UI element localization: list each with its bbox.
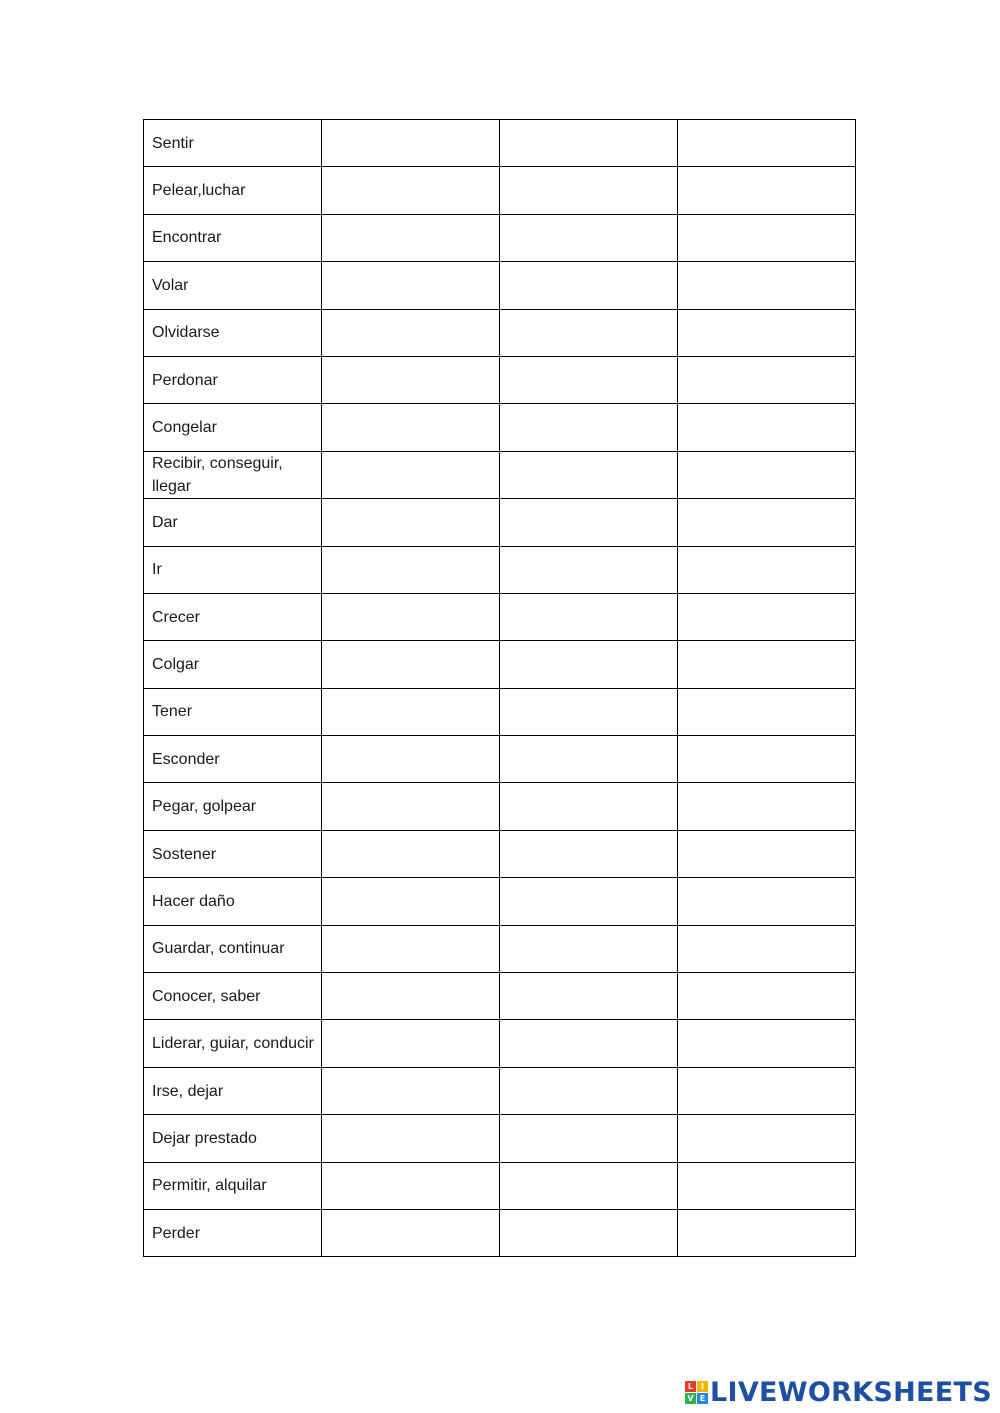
answer-input[interactable] [500, 594, 677, 640]
answer-cell [500, 1020, 678, 1067]
answer-cell [500, 878, 678, 925]
answer-input[interactable] [322, 1210, 499, 1256]
answer-cell [500, 593, 678, 640]
answer-cell [678, 973, 856, 1020]
answer-cell [500, 1067, 678, 1114]
answer-input[interactable] [322, 641, 499, 687]
answer-input[interactable] [678, 1068, 855, 1114]
table-row [144, 878, 856, 925]
answer-cell [678, 593, 856, 640]
answer-cell [322, 1020, 500, 1067]
answer-cell [322, 736, 500, 783]
answer-cell [500, 688, 678, 735]
answer-input[interactable] [500, 783, 677, 829]
answer-input[interactable] [500, 1115, 677, 1161]
answer-cell [678, 641, 856, 688]
answer-input[interactable] [500, 926, 677, 972]
answer-input[interactable] [322, 926, 499, 972]
answer-cell [322, 1162, 500, 1209]
answer-cell [678, 262, 856, 309]
answer-input[interactable] [322, 689, 499, 735]
answer-input[interactable] [500, 310, 677, 356]
verb-label: Ir [144, 546, 322, 593]
answer-input[interactable] [500, 878, 677, 924]
answer-cell [500, 973, 678, 1020]
verb-label: Dejar prestado [144, 1115, 322, 1162]
answer-input[interactable] [678, 1115, 855, 1161]
answer-cell [322, 167, 500, 214]
answer-cell [678, 878, 856, 925]
answer-cell [322, 404, 500, 451]
table-row [144, 1020, 856, 1067]
answer-input[interactable] [322, 404, 499, 450]
answer-input[interactable] [500, 262, 677, 308]
answer-input[interactable] [500, 736, 677, 782]
answer-input[interactable] [678, 878, 855, 924]
answer-input[interactable] [322, 783, 499, 829]
answer-input[interactable] [678, 262, 855, 308]
verb-label: Pelear,luchar [144, 167, 322, 214]
answer-cell [678, 830, 856, 877]
answer-input[interactable] [500, 120, 677, 166]
worksheet-body [144, 120, 856, 1257]
verb-label: Sentir [144, 120, 322, 167]
answer-cell [500, 830, 678, 877]
answer-cell [322, 688, 500, 735]
answer-cell [678, 783, 856, 830]
table-row [144, 783, 856, 830]
table-row [144, 1067, 856, 1114]
table-row [144, 262, 856, 309]
verb-label: Sostener [144, 830, 322, 877]
verb-label: Guardar, continuar [144, 925, 322, 972]
answer-input[interactable] [500, 499, 677, 545]
verb-label: Liderar, guiar, conducir [144, 1020, 322, 1067]
answer-input[interactable] [500, 1163, 677, 1209]
answer-input[interactable] [322, 1163, 499, 1209]
answer-cell [500, 262, 678, 309]
answer-cell [678, 167, 856, 214]
answer-input[interactable] [322, 357, 499, 403]
answer-cell [678, 404, 856, 451]
answer-cell [322, 973, 500, 1020]
answer-input[interactable] [500, 452, 677, 498]
answer-input[interactable] [322, 310, 499, 356]
table-row [144, 641, 856, 688]
answer-input[interactable] [678, 1210, 855, 1256]
answer-input[interactable] [678, 452, 855, 498]
answer-cell [322, 641, 500, 688]
verb-label: Dar [144, 499, 322, 546]
answer-input[interactable] [322, 1115, 499, 1161]
table-row [144, 167, 856, 214]
answer-cell [500, 736, 678, 783]
answer-input[interactable] [500, 1210, 677, 1256]
answer-input[interactable] [500, 831, 677, 877]
answer-cell [500, 925, 678, 972]
answer-input[interactable] [322, 1068, 499, 1114]
answer-cell [500, 499, 678, 546]
answer-input[interactable] [500, 973, 677, 1019]
verb-label: Encontrar [144, 214, 322, 261]
answer-input[interactable] [678, 926, 855, 972]
answer-input[interactable] [678, 973, 855, 1019]
answer-cell [678, 120, 856, 167]
table-row [144, 546, 856, 593]
answer-input[interactable] [678, 689, 855, 735]
verb-worksheet-table [143, 119, 856, 1257]
answer-cell [500, 783, 678, 830]
answer-input[interactable] [500, 357, 677, 403]
answer-input[interactable] [322, 1020, 499, 1066]
logo-block: V [685, 1393, 696, 1404]
answer-input[interactable] [322, 878, 499, 924]
verb-label: Tener [144, 688, 322, 735]
answer-cell [678, 736, 856, 783]
answer-cell [500, 356, 678, 403]
answer-cell [500, 309, 678, 356]
answer-cell [678, 1162, 856, 1209]
answer-cell [678, 1209, 856, 1256]
answer-cell [500, 1209, 678, 1256]
answer-input[interactable] [322, 215, 499, 261]
answer-input[interactable] [500, 1020, 677, 1066]
table-row [144, 1162, 856, 1209]
answer-input[interactable] [678, 120, 855, 166]
answer-cell [678, 309, 856, 356]
verb-label: Crecer [144, 593, 322, 640]
answer-input[interactable] [678, 167, 855, 213]
answer-input[interactable] [322, 452, 499, 498]
answer-cell [500, 214, 678, 261]
answer-cell [678, 546, 856, 593]
answer-cell [322, 451, 500, 498]
answer-cell [500, 641, 678, 688]
answer-input[interactable] [322, 594, 499, 640]
answer-input[interactable] [678, 736, 855, 782]
answer-cell [322, 499, 500, 546]
brand-text: LIVEWORKSHEETS [709, 1376, 992, 1408]
answer-cell [678, 925, 856, 972]
answer-cell [322, 830, 500, 877]
table-row [144, 356, 856, 403]
liveworksheets-brand [685, 1375, 992, 1409]
table-row [144, 688, 856, 735]
answer-cell [678, 214, 856, 261]
logo-block: L [685, 1381, 696, 1392]
answer-input[interactable] [500, 215, 677, 261]
answer-cell [322, 214, 500, 261]
answer-input[interactable] [322, 262, 499, 308]
answer-input[interactable] [678, 357, 855, 403]
verb-label: Esconder [144, 736, 322, 783]
answer-input[interactable] [322, 973, 499, 1019]
table-row [144, 309, 856, 356]
answer-cell [678, 688, 856, 735]
liveworksheets-logo-icon [685, 1381, 708, 1404]
table-row [144, 593, 856, 640]
table-row [144, 925, 856, 972]
answer-cell [678, 1067, 856, 1114]
table-row [144, 120, 856, 167]
answer-input[interactable] [500, 641, 677, 687]
verb-label: Olvidarse [144, 309, 322, 356]
answer-cell [500, 1162, 678, 1209]
table-row [144, 404, 856, 451]
answer-input[interactable] [678, 404, 855, 450]
answer-input[interactable] [678, 641, 855, 687]
answer-cell [678, 499, 856, 546]
verb-label: Hacer daño [144, 878, 322, 925]
verb-label: Perder [144, 1209, 322, 1256]
table-row [144, 214, 856, 261]
table-row [144, 451, 856, 498]
answer-cell [322, 546, 500, 593]
answer-input[interactable] [322, 120, 499, 166]
answer-cell [322, 783, 500, 830]
answer-input[interactable] [500, 167, 677, 213]
answer-cell [500, 1115, 678, 1162]
table-row [144, 1209, 856, 1256]
answer-cell [678, 1115, 856, 1162]
answer-cell [678, 451, 856, 498]
answer-cell [322, 878, 500, 925]
answer-input[interactable] [500, 404, 677, 450]
answer-cell [322, 1067, 500, 1114]
answer-input[interactable] [500, 547, 677, 593]
logo-block: I [697, 1381, 708, 1392]
answer-input[interactable] [678, 594, 855, 640]
table-row [144, 830, 856, 877]
answer-input[interactable] [322, 499, 499, 545]
verb-label: Pegar, golpear [144, 783, 322, 830]
answer-cell [322, 356, 500, 403]
answer-input[interactable] [322, 736, 499, 782]
verb-label: Permitir, alquilar [144, 1162, 322, 1209]
answer-input[interactable] [678, 310, 855, 356]
answer-cell [322, 120, 500, 167]
answer-cell [678, 1020, 856, 1067]
verb-label: Congelar [144, 404, 322, 451]
answer-input[interactable] [678, 499, 855, 545]
answer-input[interactable] [678, 783, 855, 829]
verb-label: Recibir, conseguir, llegar [144, 451, 322, 498]
table-row [144, 499, 856, 546]
answer-cell [322, 1115, 500, 1162]
answer-input[interactable] [678, 215, 855, 261]
verb-label: Irse, dejar [144, 1067, 322, 1114]
answer-cell [322, 593, 500, 640]
answer-input[interactable] [500, 1068, 677, 1114]
answer-input[interactable] [322, 547, 499, 593]
answer-input[interactable] [500, 689, 677, 735]
answer-cell [322, 309, 500, 356]
answer-cell [500, 404, 678, 451]
answer-input[interactable] [322, 831, 499, 877]
answer-input[interactable] [678, 547, 855, 593]
verb-label: Colgar [144, 641, 322, 688]
verb-label: Perdonar [144, 356, 322, 403]
table-row [144, 736, 856, 783]
answer-cell [500, 120, 678, 167]
answer-input[interactable] [678, 1163, 855, 1209]
verb-label: Volar [144, 262, 322, 309]
verb-label: Conocer, saber [144, 973, 322, 1020]
answer-cell [322, 925, 500, 972]
answer-cell [678, 356, 856, 403]
table-row [144, 973, 856, 1020]
answer-cell [500, 167, 678, 214]
answer-cell [500, 546, 678, 593]
answer-input[interactable] [322, 167, 499, 213]
logo-block: E [697, 1393, 708, 1404]
answer-cell [322, 1209, 500, 1256]
answer-cell [500, 451, 678, 498]
answer-cell [322, 262, 500, 309]
answer-input[interactable] [678, 831, 855, 877]
table-row [144, 1115, 856, 1162]
answer-input[interactable] [678, 1020, 855, 1066]
